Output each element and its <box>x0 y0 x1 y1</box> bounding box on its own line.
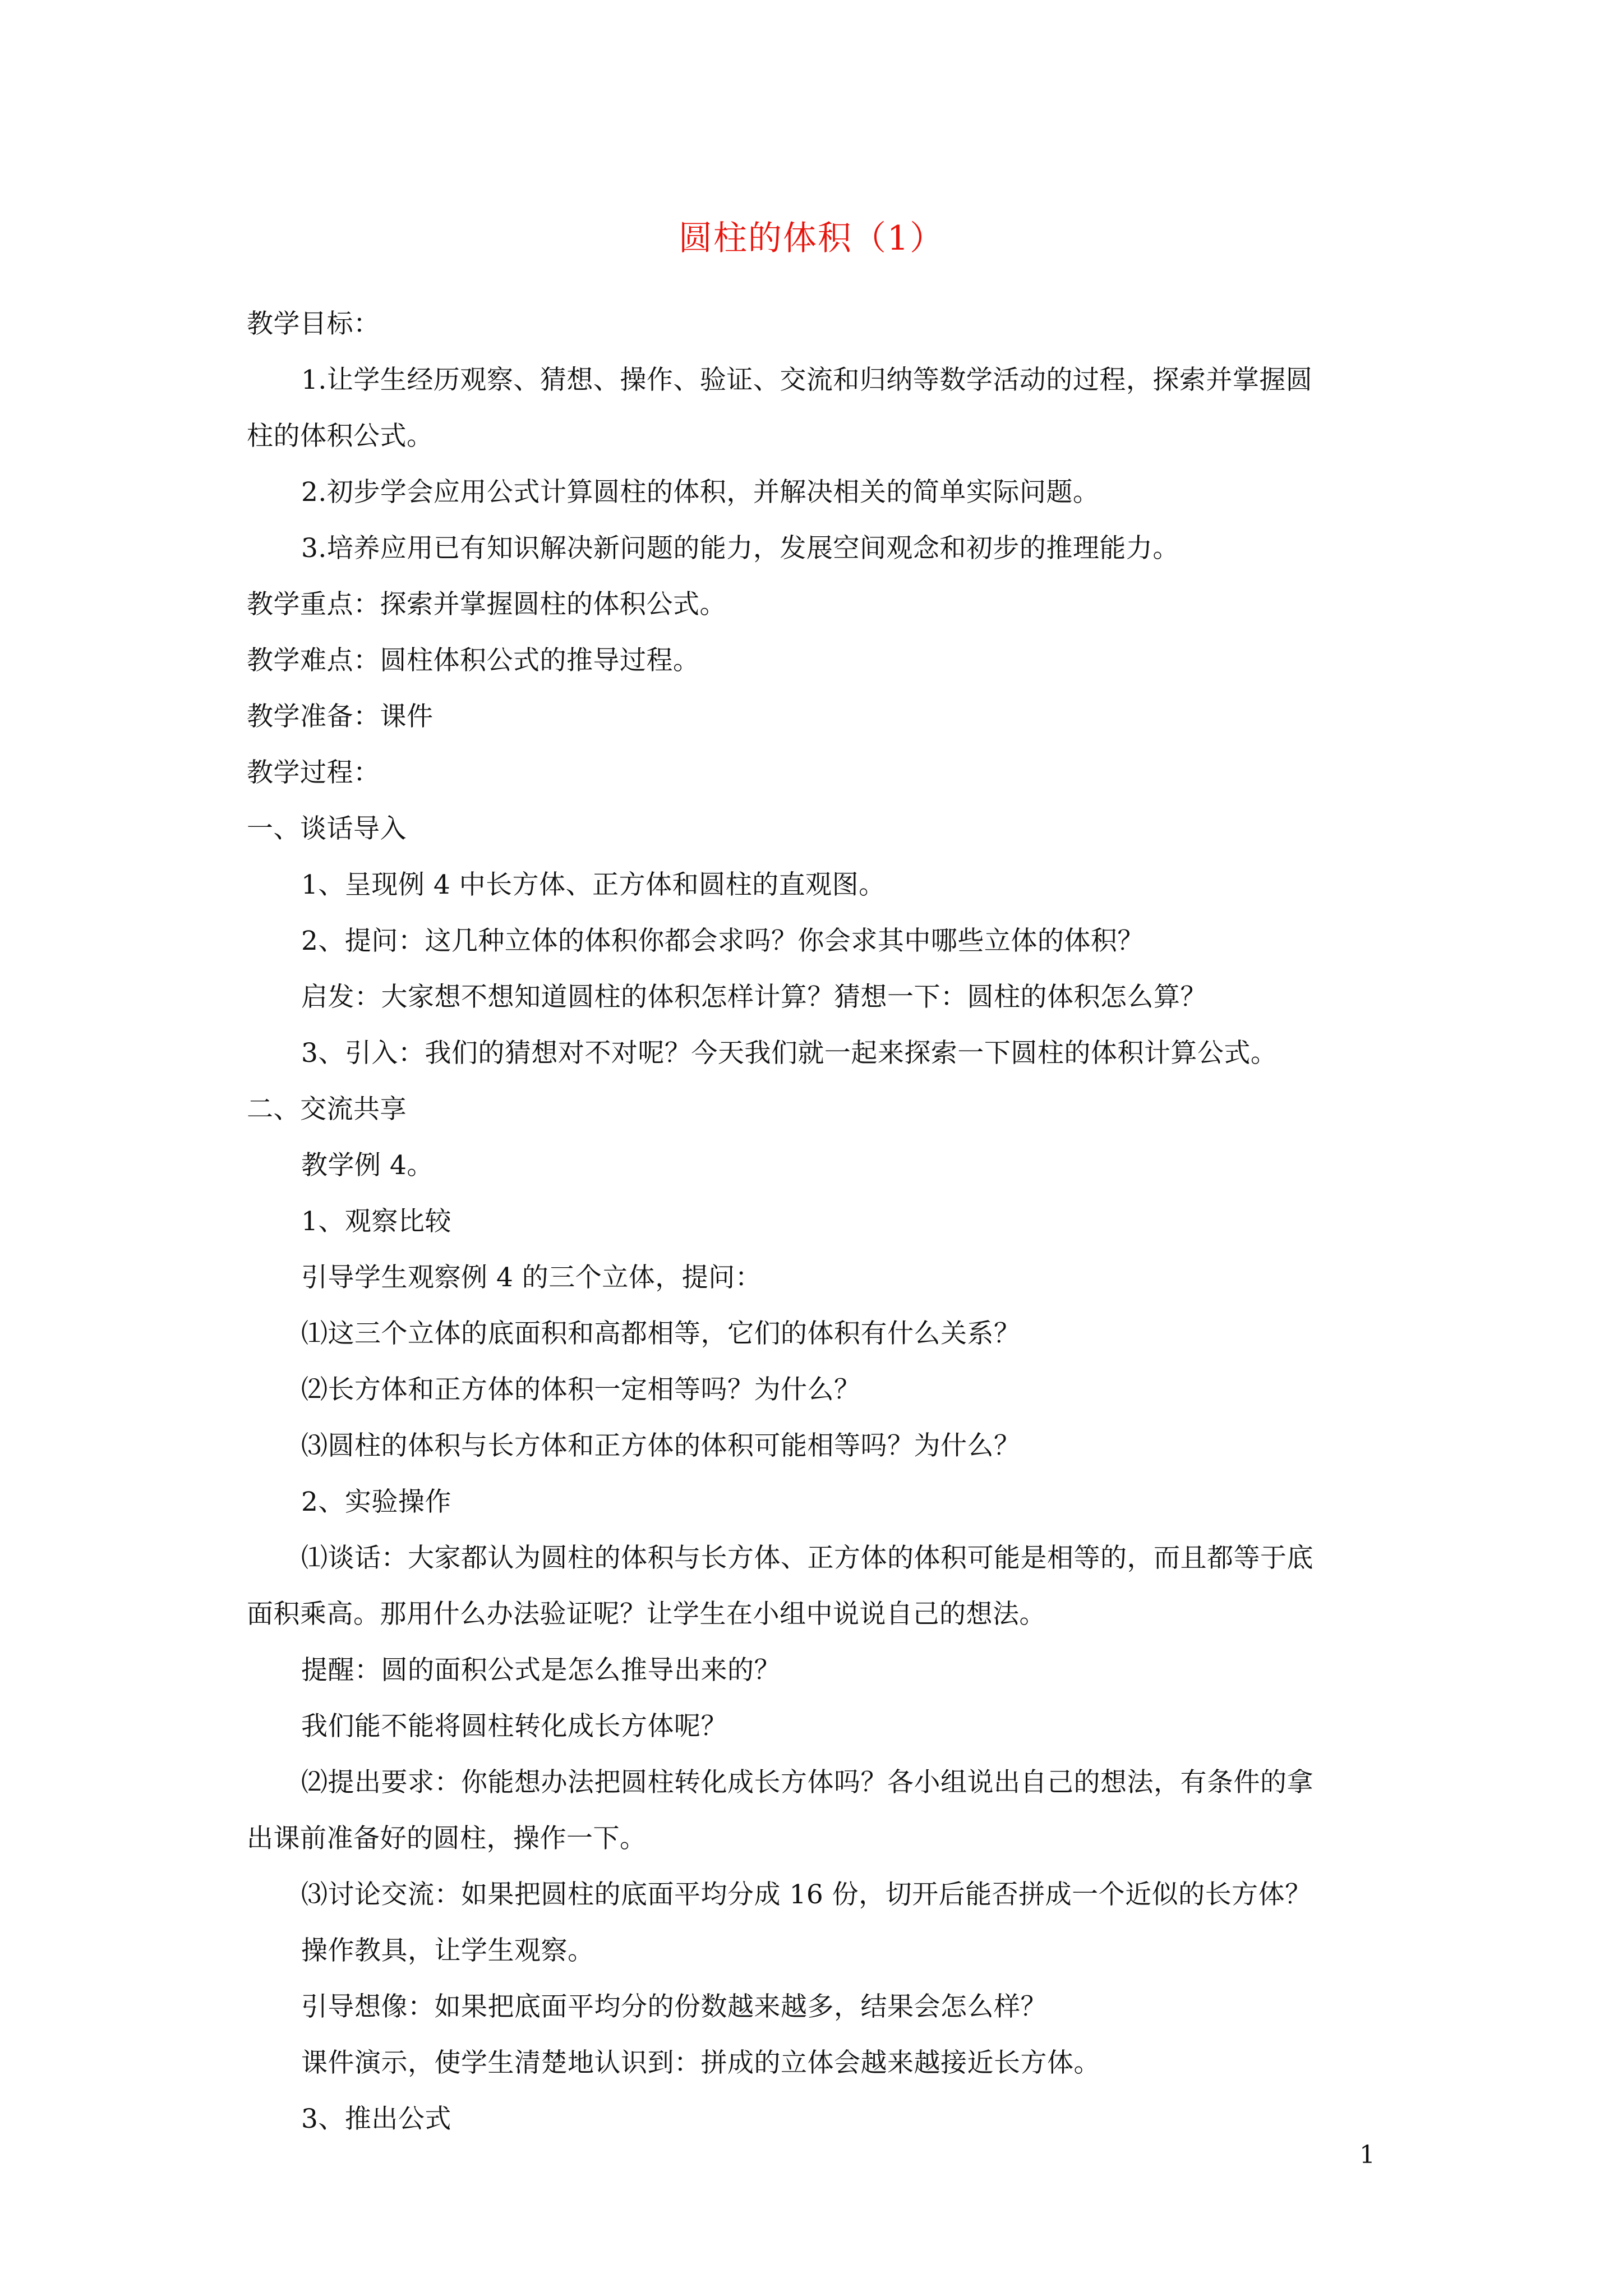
text-line: 教学例 4。 <box>301 1150 434 1181</box>
text-line: 2、提问：这几种立体的体积你都会求吗？你会求其中哪些立体的体积？ <box>301 926 1144 956</box>
text-line: 3、引入：我们的猜想对不对呢？今天我们就一起来探索一下圆柱的体积计算公式。 <box>301 1038 1278 1069</box>
document-title: 圆柱的体积（1） <box>678 219 945 258</box>
text-line: 2、实验操作 <box>301 1487 451 1517</box>
text-line: 柱的体积公式。 <box>247 421 434 452</box>
section-heading: 一、谈话导入 <box>247 813 407 844</box>
text-line: 出课前准备好的圆柱，操作一下。 <box>247 1823 647 1854</box>
text-line: 启发：大家想不想知道圆柱的体积怎样计算？猜想一下：圆柱的体积怎么算？ <box>301 982 1207 1013</box>
text-line: 提醒：圆的面积公式是怎么推导出来的？ <box>301 1655 781 1686</box>
text-line: ⑵长方体和正方体的体积一定相等吗？为什么？ <box>301 1374 861 1405</box>
text-line: ⑴谈话：大家都认为圆柱的体积与长方体、正方体的体积可能是相等的，而且都等于底 <box>301 1543 1313 1573</box>
text-line: ⑵提出要求：你能想办法把圆柱转化成长方体吗？各小组说出自己的想法，有条件的拿 <box>301 1767 1313 1798</box>
section-heading: 二、交流共享 <box>247 1094 407 1125</box>
text-line: 引导学生观察例 4 的三个立体，提问： <box>301 1262 762 1293</box>
text-line: ⑶讨论交流：如果把圆柱的底面平均分成 16 份，切开后能否拼成一个近似的长方体？ <box>301 1879 1312 1910</box>
text-line: 2.初步学会应用公式计算圆柱的体积，并解决相关的简单实际问题。 <box>301 477 1100 508</box>
text-line: 教学目标： <box>247 309 380 339</box>
text-line: 3、推出公式 <box>301 2104 451 2134</box>
document-body <box>247 296 1396 2147</box>
page-number: 1 <box>1359 2141 1375 2169</box>
text-line: 教学难点：圆柱体积公式的推导过程。 <box>247 645 700 676</box>
text-line: 1、呈现例 4 中长方体、正方体和圆柱的直观图。 <box>301 869 886 900</box>
text-line: ⑴这三个立体的底面积和高都相等，它们的体积有什么关系？ <box>301 1318 1021 1349</box>
text-line: 引导想像：如果把底面平均分的份数越来越多，结果会怎么样？ <box>301 1991 1047 2022</box>
text-line: ⑶圆柱的体积与长方体和正方体的体积可能相等吗？为什么？ <box>301 1430 1021 1461</box>
text-line: 教学准备：课件 <box>247 701 434 732</box>
text-line: 操作教具，让学生观察。 <box>301 1935 594 1966</box>
text-line: 教学重点：探索并掌握圆柱的体积公式。 <box>247 589 726 620</box>
text-line: 1.让学生经历观察、猜想、操作、验证、交流和归纳等数学活动的过程，探索并掌握圆 <box>301 365 1313 395</box>
text-line: 课件演示，使学生清楚地认识到：拼成的立体会越来越接近长方体。 <box>301 2047 1100 2078</box>
text-line: 1、观察比较 <box>301 1206 451 1237</box>
text-line: 面积乘高。那用什么办法验证呢？让学生在小组中说说自己的想法。 <box>247 1599 1046 1630</box>
text-line: 教学过程： <box>247 757 380 788</box>
text-line: 3.培养应用已有知识解决新问题的能力，发展空间观念和初步的推理能力。 <box>301 533 1179 564</box>
text-line: 我们能不能将圆柱转化成长方体呢？ <box>301 1711 727 1742</box>
